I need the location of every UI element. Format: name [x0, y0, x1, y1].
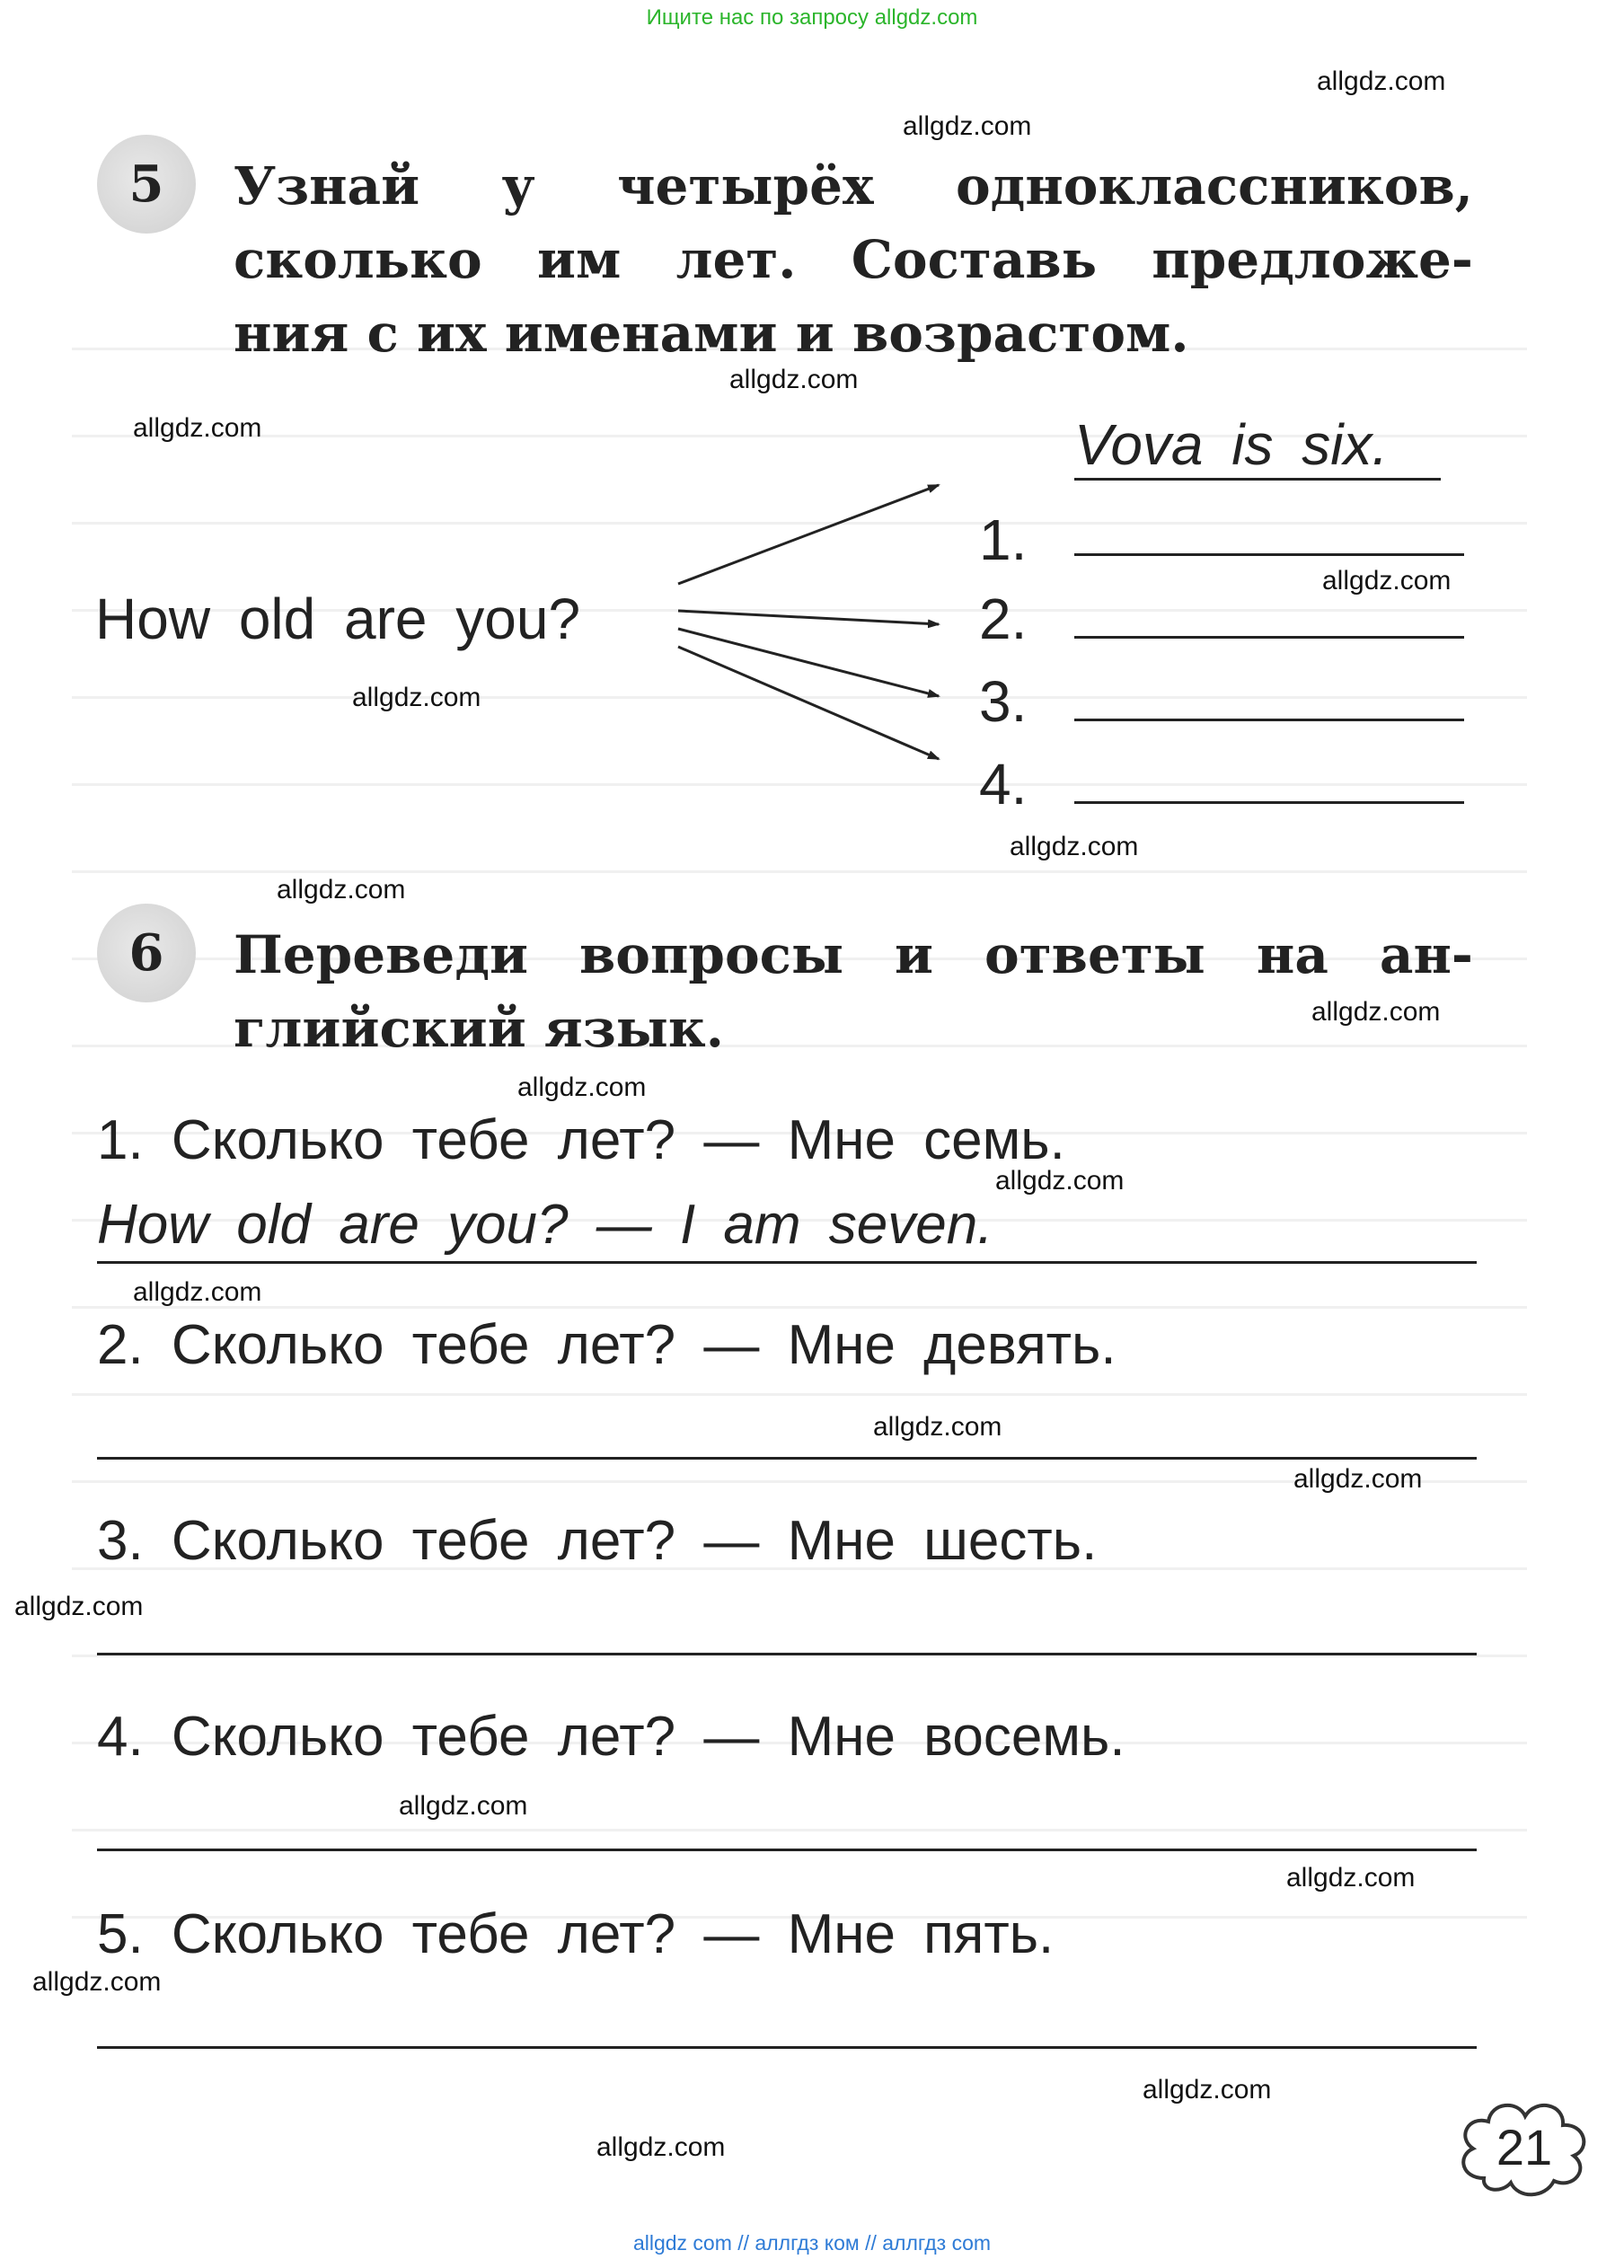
watermark: allgdz.com [277, 875, 406, 905]
slot-line-3[interactable] [1074, 719, 1464, 721]
task-5-title-line: ния с их именами и возрастом. [234, 303, 1189, 364]
watermark: allgdz.com [1143, 2075, 1272, 2105]
task-6-number-badge [97, 904, 196, 1002]
watermark: allgdz.com [1322, 566, 1452, 596]
item-prompt-5: 5. Сколько тебе лет? — Мне пять. [97, 1903, 1055, 1965]
task-5-title-line: Узнай у четырёх одноклассников, [234, 155, 1473, 216]
slot-number-4: 4. [979, 752, 1028, 816]
slot-number-2: 2. [979, 587, 1028, 651]
item-answer-1: How old are you? — I am seven. [97, 1194, 993, 1256]
page-number-flower-icon [1448, 2093, 1601, 2201]
watermark: allgdz.com [995, 1166, 1125, 1196]
page-number: 21 [1496, 2119, 1553, 2175]
watermark: allgdz.com [1286, 1863, 1416, 1893]
slot-line-2[interactable] [1074, 636, 1464, 639]
item-prompt-2: 2. Сколько тебе лет? — Мне девять. [97, 1314, 1116, 1376]
task-5-number: 5 [128, 154, 164, 214]
slot-line-4[interactable] [1074, 801, 1464, 804]
header-search-link[interactable]: Ищите нас по запросу allgdz.com [646, 5, 978, 30]
watermark: allgdz.com [133, 1277, 262, 1307]
watermark: allgdz.com [1317, 66, 1446, 96]
question-how-old: How old are you? [95, 587, 581, 651]
task-6-title-line: Переведи вопросы и ответы на ан- [234, 924, 1473, 985]
task-6-title-line: глийский язык. [234, 998, 724, 1059]
slot-number-1: 1. [979, 507, 1028, 572]
example-answer-line [1074, 478, 1441, 481]
item-prompt-1: 1. Сколько тебе лет? — Мне семь. [97, 1109, 1065, 1171]
task-6-number: 6 [128, 923, 164, 983]
watermark: allgdz.com [729, 365, 859, 394]
task-5-title [234, 149, 1473, 370]
watermark: allgdz.com [399, 1791, 528, 1821]
task-5-number-badge [97, 135, 196, 234]
item-prompt-4: 4. Сколько тебе лет? — Мне восемь. [97, 1706, 1125, 1768]
answer-line-1[interactable] [97, 1261, 1477, 1264]
item-prompt-3: 3. Сколько тебе лет? — Мне шесть. [97, 1510, 1098, 1572]
watermark: allgdz.com [596, 2132, 726, 2162]
watermark: allgdz.com [32, 1967, 162, 1997]
watermark: allgdz.com [1293, 1464, 1423, 1494]
watermark: allgdz.com [903, 111, 1032, 141]
watermark: allgdz.com [133, 413, 262, 443]
answer-line-4[interactable] [97, 1849, 1477, 1851]
slot-number-3: 3. [979, 669, 1028, 734]
answer-line-2[interactable] [97, 1457, 1477, 1460]
watermark: allgdz.com [352, 683, 481, 712]
arrow-2 [678, 611, 939, 624]
answer-line-5[interactable] [97, 2046, 1477, 2049]
example-answer: Vova is six. [1074, 412, 1389, 477]
watermark: allgdz.com [1311, 997, 1441, 1027]
answer-line-3[interactable] [97, 1653, 1477, 1655]
task-6-title [234, 918, 1473, 1065]
watermark: allgdz.com [1010, 832, 1139, 861]
watermark: allgdz.com [517, 1072, 647, 1102]
footer-links[interactable]: allgdz com // аллгдз ком // аллгдз com [632, 2231, 992, 2255]
arrow-1 [678, 485, 939, 584]
slot-line-1[interactable] [1074, 553, 1464, 556]
arrows-diagram [665, 467, 961, 772]
watermark: allgdz.com [873, 1412, 1002, 1442]
task-5-title-line: сколько им лет. Составь предложе- [234, 229, 1473, 290]
watermark: allgdz.com [14, 1592, 144, 1621]
